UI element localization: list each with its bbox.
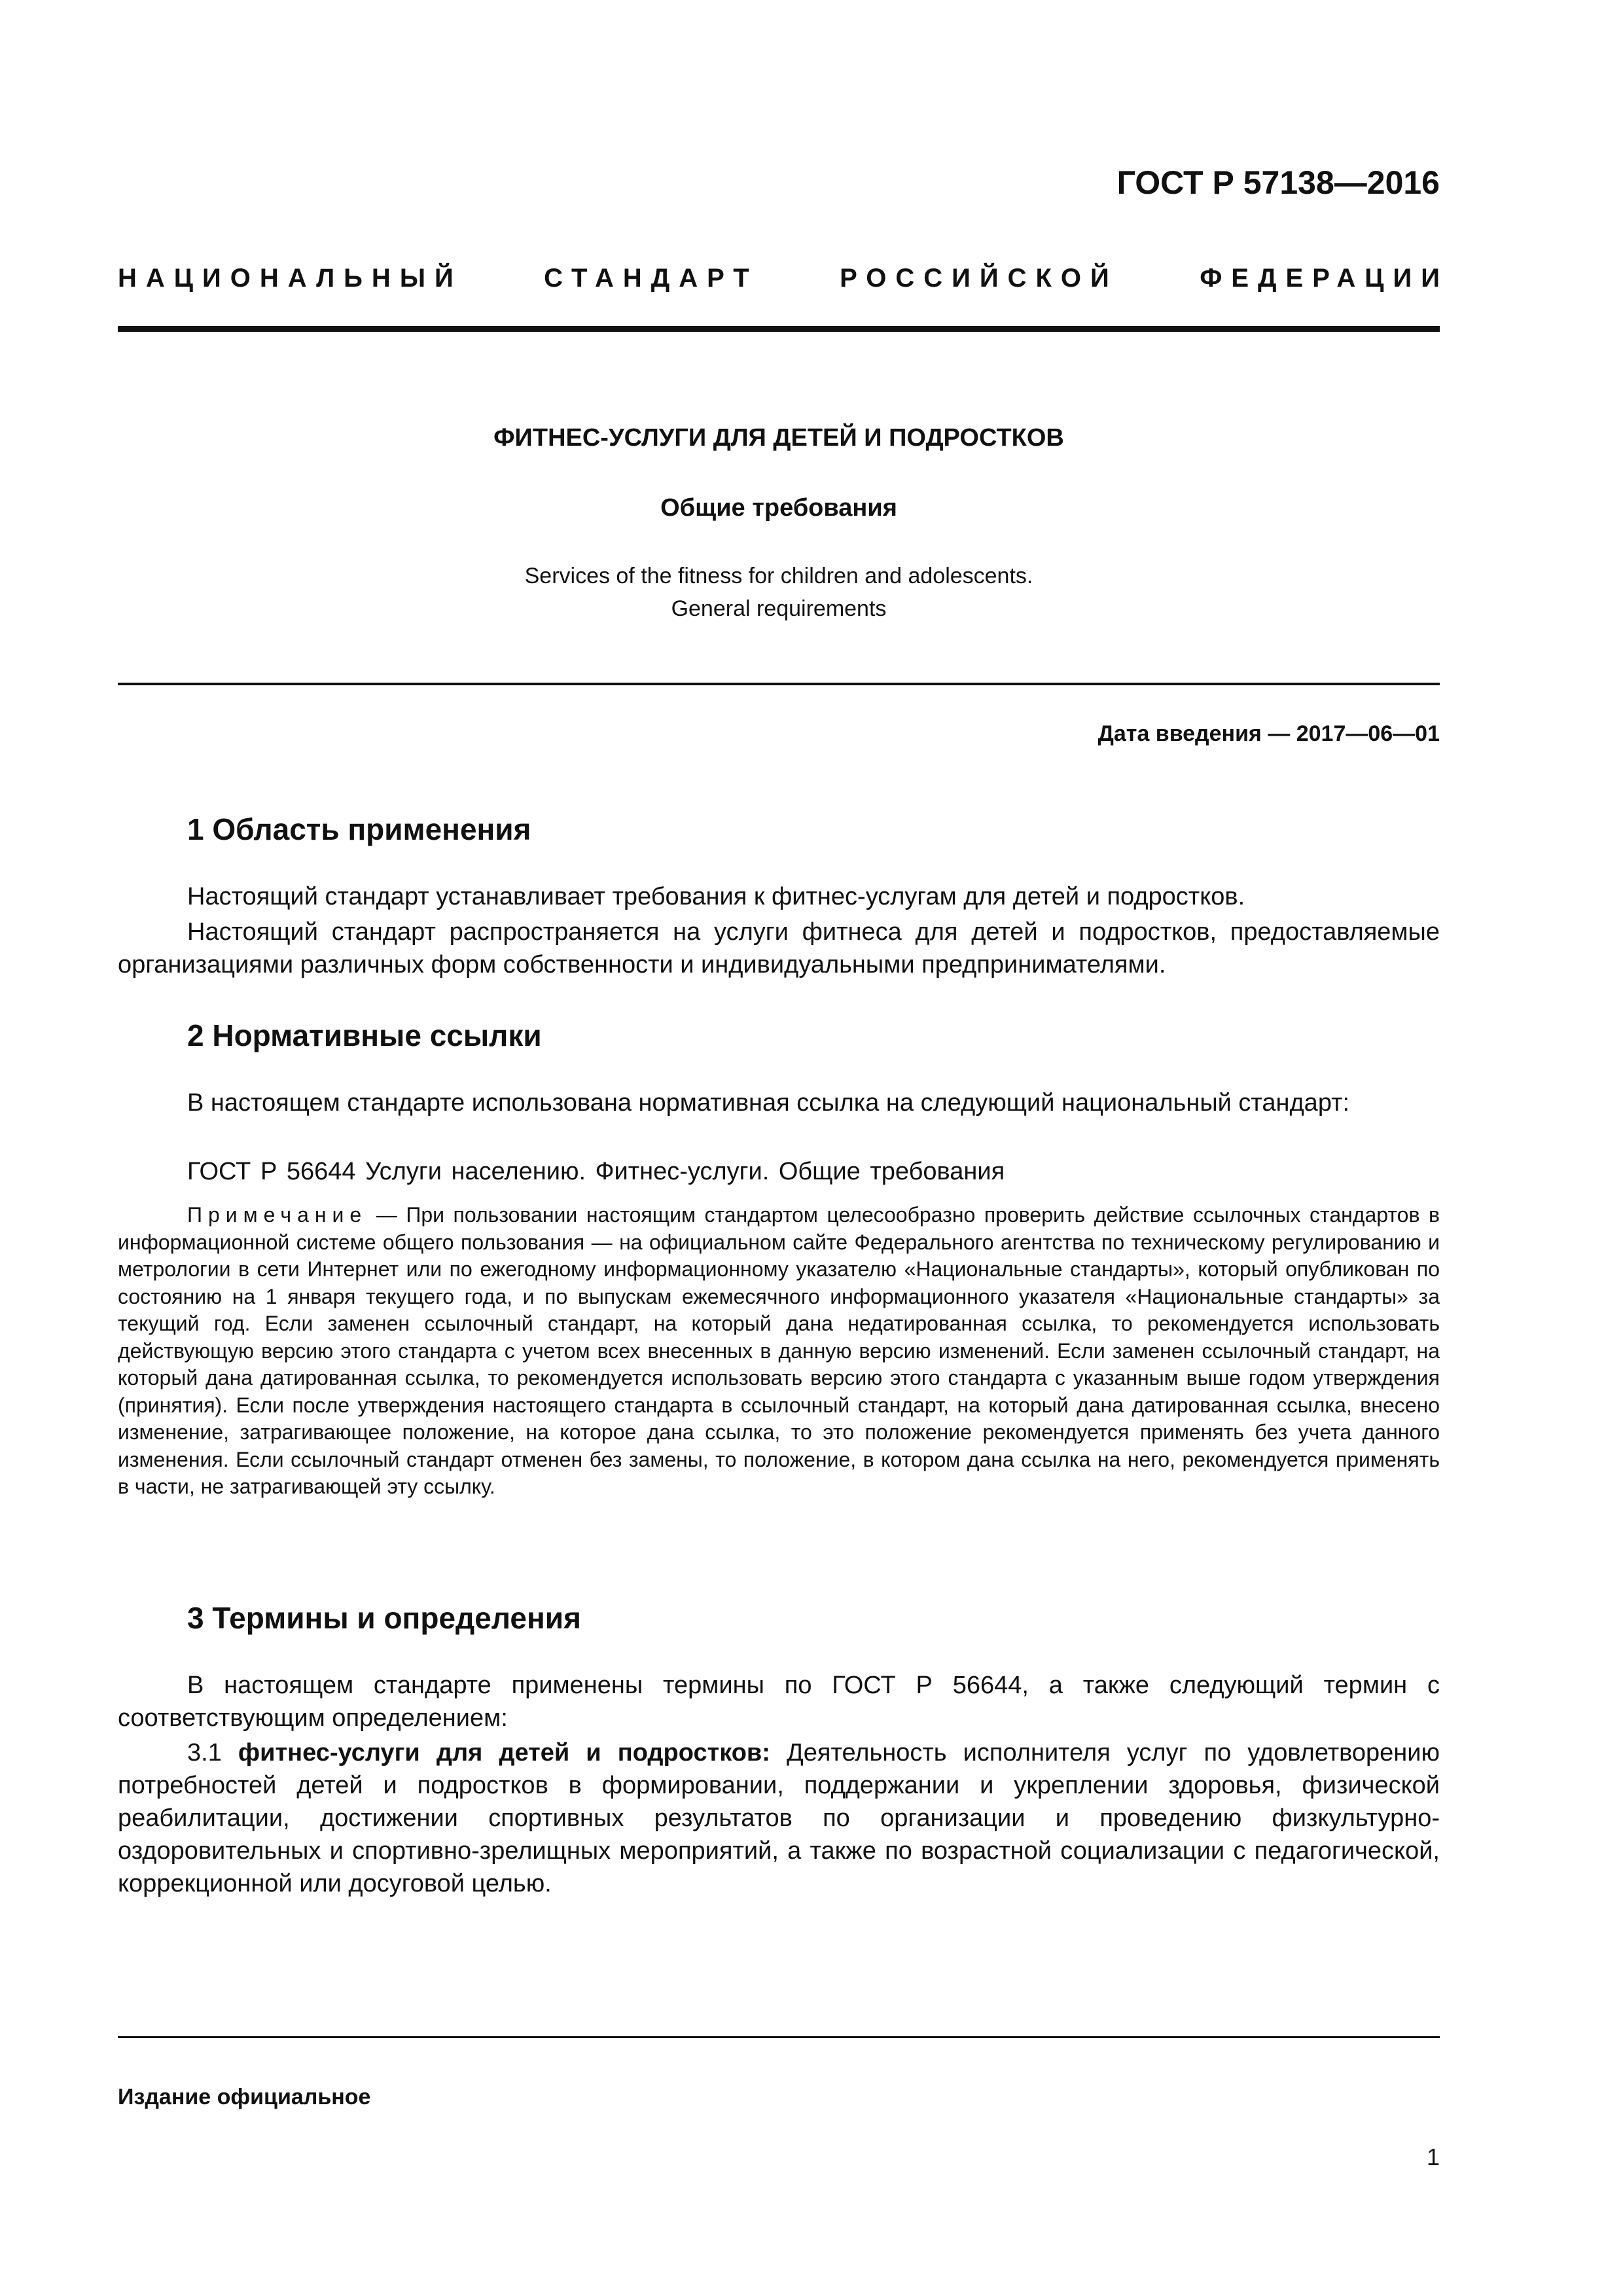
- section-2-heading: 2 Нормативные ссылки: [187, 1018, 542, 1052]
- title-divider: [118, 683, 1440, 685]
- english-title: [118, 560, 1440, 625]
- section-3-paragraph-1: В настоящем стандарте применены термины по ГОСТ Р 56644, а также следующий термин с соответствующим определением:: [118, 1672, 1440, 1732]
- banner-word-3: РОССИЙСКОЙ: [840, 264, 1118, 293]
- section-1-heading: 1 Область применения: [187, 812, 531, 846]
- footer-divider: [118, 2036, 1440, 2038]
- document-subtitle: Общие требования: [660, 494, 897, 522]
- page-number: 1: [1426, 2144, 1440, 2170]
- header-divider: [118, 326, 1440, 332]
- section-2-paragraph-1: В настоящем стандарте использована нормативная ссылка на следующий национальный стандарт:: [187, 1089, 1350, 1117]
- section-1-paragraph-2: Настоящий стандарт распространяется на услуги фитнеса для детей и подростков, предоставляемые организациями различных форм собственности и индивидуальными предпринимателями.: [118, 918, 1440, 978]
- term-definition: [118, 1736, 1440, 1900]
- note-label: Примечание: [187, 1203, 368, 1227]
- standard-number: ГОСТ Р 57138—2016: [1116, 164, 1440, 201]
- term-definition-text: Деятельность исполнителя услуг по удовлетворению потребностей детей и подростков в формировании, поддержании и укреплении здоровья, физической реабилитации, достижении спортивных результатов по организации и проведению физкультурно-оздоровительных и спортивно-зрелищных мероприятий, а также по возрастной социализации с педагогической, коррекционной или досуговой целью.: [118, 1739, 1440, 1897]
- national-standard-banner: [118, 264, 1449, 293]
- section-2-note: [118, 1202, 1440, 1501]
- official-edition-label: Издание официальное: [118, 2085, 371, 2109]
- term-name: фитнес-услуги для детей и подростков:: [238, 1739, 770, 1767]
- banner-word-4: ФЕДЕРАЦИИ: [1200, 264, 1449, 293]
- banner-word-1: НАЦИОНАЛЬНЫЙ: [118, 264, 463, 293]
- english-title-line-2: General requirements: [671, 596, 887, 621]
- normative-reference: ГОСТ Р 56644 Услуги населению. Фитнес-услуги. Общие требования: [187, 1158, 1005, 1185]
- note-text: — При пользовании настоящим стандартом целесообразно проверить действие ссылочных стандартов в информационной системе общего пользования — на официальном сайте Федерального агентства по техническому регулированию и метрологии в сети Интернет или по ежегодному информационному указателю «Национальные стандарты», который опубликован по состоянию на 1 января текущего года, и по выпускам ежемесячного информационного указателя «Национальные стандарты» за текущий год. Если заменен ссылочный стандарт, на который дана недатированная ссылка, то рекомендуется использовать действующую версию этого стандарта с учетом всех внесенных в данную версию изменений. Если заменен ссылочный стандарт, на который дана датированная ссылка, то рекомендуется использовать версию этого стандарта с указанным выше годом утверждения (принятия). Если после утверждения настоящего стандарта в ссылочный стандарт, на который дана датированная ссылка, внесено изменение, затрагивающее положение, на которое дана ссылка, то это положение рекомендуется применять без учета данного изменения. Если ссылочный стандарт отменен без замены, то положение, в котором дана ссылка на него, рекомендуется применять в части, не затрагивающей эту ссылку.: [118, 1203, 1440, 1498]
- document-title: ФИТНЕС-УСЛУГИ ДЛЯ ДЕТЕЙ И ПОДРОСТКОВ: [493, 424, 1064, 452]
- term-number: 3.1: [187, 1739, 238, 1767]
- english-title-line-1: Services of the fitness for children and adolescents.: [524, 564, 1033, 588]
- banner-word-2: СТАНДАРТ: [544, 264, 758, 293]
- introduction-date: Дата введения — 2017—06—01: [1097, 721, 1440, 746]
- section-3-heading: 3 Термины и определения: [187, 1601, 581, 1635]
- section-1-paragraph-1: Настоящий стандарт устанавливает требования к фитнес-услугам для детей и подростков.: [187, 883, 1245, 910]
